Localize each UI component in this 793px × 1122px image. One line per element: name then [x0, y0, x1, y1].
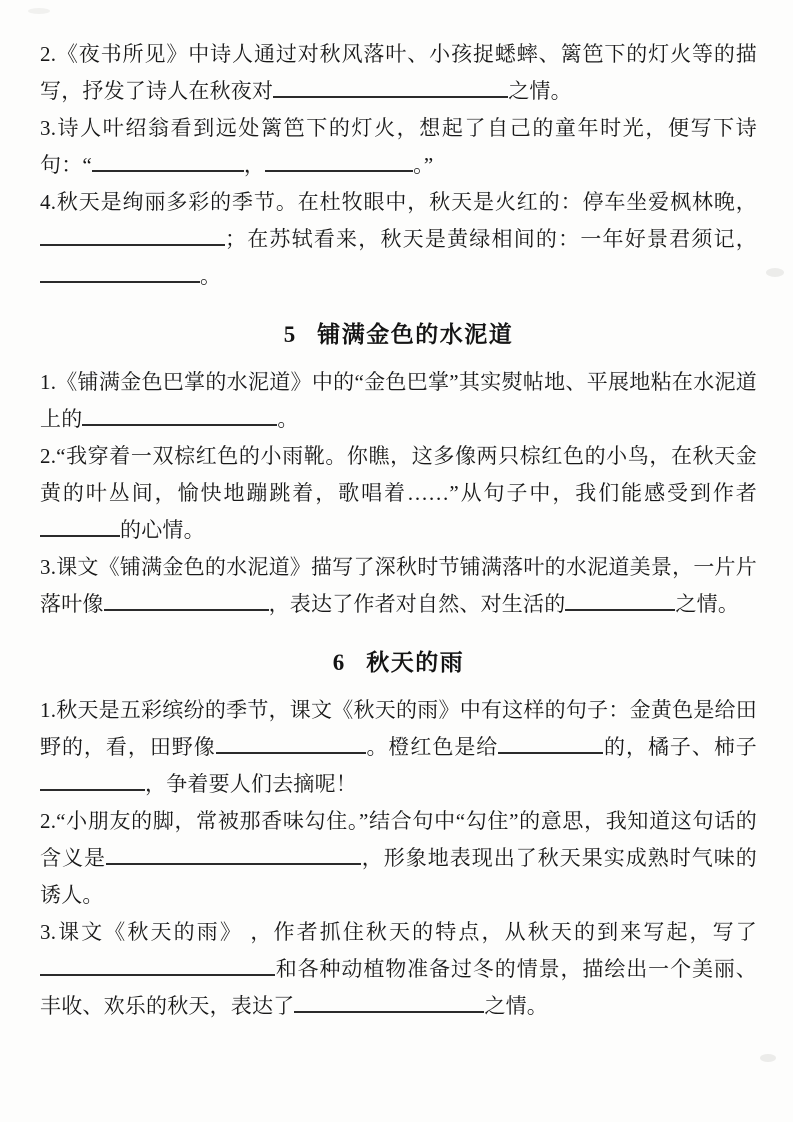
question-paragraph — [40, 914, 757, 1025]
section-number: 5 — [283, 322, 296, 347]
question-paragraph — [40, 364, 757, 438]
fill-in-blank — [40, 770, 145, 791]
section-title: 铺满金色的水泥道 — [317, 322, 514, 347]
fill-in-blank — [40, 262, 200, 283]
question-text: 3.课文《秋天的雨》 ，作者抓住秋天的特点，从秋天的到来写起，写了 — [40, 920, 757, 944]
section-title: 秋天的雨 — [366, 650, 465, 675]
question-text: 。 — [277, 407, 299, 431]
question-text: 。” — [413, 153, 434, 177]
question-paragraph — [40, 438, 757, 549]
fill-in-blank — [104, 590, 269, 611]
question-text: ，表达了作者对自然、对生活的 — [268, 592, 566, 616]
question-paragraph — [40, 692, 757, 803]
question-text: 1.秋天是五彩缤纷的季节，课文《秋天的雨》中有这样的句子：金黄色是给田野的，看，田野像 — [40, 698, 757, 759]
scan-artifact — [28, 8, 50, 14]
section-heading — [40, 647, 757, 679]
question-text: 3.课文《铺满金色的水泥道》描写了深秋时节铺满落叶的水泥道美景，一片片落叶像 — [40, 555, 757, 616]
fill-in-blank — [92, 151, 244, 172]
fill-in-blank — [82, 405, 277, 426]
question-text: 3.诗人叶绍翁看到远处篱笆下的灯火，想起了自己的童年时光，便写下诗句：“ — [40, 116, 757, 177]
fill-in-blank — [265, 151, 413, 172]
question-text: 1.《铺满金色巴掌的水泥道》中的“金色巴掌”其实熨帖地、平展地粘在水泥道上的 — [40, 370, 757, 431]
question-text: 2.“我穿着一双棕红色的小雨靴。你瞧，这多像两只棕红色的小鸟，在秋天金黄的叶丛间，愉快地蹦跳着，歌唱着……”从句子中，我们能感受到作者 — [40, 444, 757, 505]
document-body — [40, 36, 757, 1025]
question-paragraph — [40, 803, 757, 914]
question-paragraph — [40, 110, 757, 184]
question-text: ，形象地表现出了秋天果实成熟时气味的诱人。 — [40, 846, 757, 907]
question-text: ， — [243, 153, 266, 177]
question-text: 2.“小朋友的脚，常被那香味勾住。”结合句中“勾住”的意思，我知道这句话的含义是 — [40, 809, 757, 870]
question-paragraph — [40, 184, 757, 295]
fill-in-blank — [106, 844, 361, 865]
fill-in-blank — [216, 733, 366, 754]
question-text: 2.《夜书所见》中诗人通过对秋风落叶、小孩捉蟋蟀、篱笆下的灯火等的描写，抒发了诗人在秋夜对 — [40, 42, 757, 103]
question-paragraph — [40, 549, 757, 623]
section-number: 6 — [332, 650, 345, 675]
fill-in-blank — [273, 77, 508, 98]
fill-in-blank — [40, 516, 120, 537]
scan-artifact — [760, 1054, 776, 1062]
question-text: 。 — [200, 264, 222, 288]
fill-in-blank — [294, 992, 484, 1013]
section-heading — [40, 319, 757, 351]
question-paragraph — [40, 36, 757, 110]
question-text: ；在苏轼看来，秋天是黄绿相间的：一年好景君须记， — [225, 227, 757, 251]
question-text: 之情。 — [484, 994, 549, 1018]
question-text: ，争着要人们去摘呢！ — [145, 772, 357, 796]
question-text: 的，橘子、柿子 — [603, 735, 757, 759]
question-text: 之情。 — [508, 79, 572, 103]
scan-artifact — [766, 268, 784, 277]
question-text: 之情。 — [675, 592, 740, 616]
fill-in-blank — [498, 733, 603, 754]
question-text: 和各种动植物准备过冬的情景，描绘出一个美丽、丰收、欢乐的秋天，表达了 — [40, 957, 757, 1018]
question-text: 的心情。 — [120, 518, 205, 542]
fill-in-blank — [40, 955, 275, 976]
question-text: 。橙红色是给 — [365, 735, 499, 759]
fill-in-blank — [565, 590, 675, 611]
fill-in-blank — [40, 225, 225, 246]
question-text: 4.秋天是绚丽多彩的季节。在杜牧眼中，秋天是火红的：停车坐爱枫林晚， — [40, 190, 757, 214]
